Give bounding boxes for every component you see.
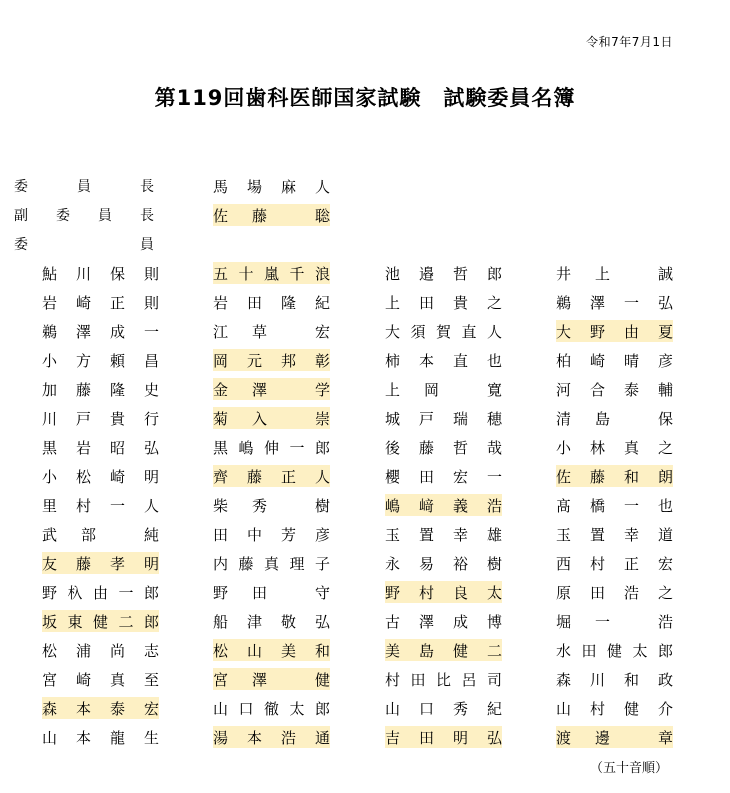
member-name: 村 田 比 呂 司 [385,670,502,689]
member-name: 黒 岩 昭 弘 [42,438,159,457]
member-name: 永 易 裕 樹 [385,554,502,573]
member-name: 宮 澤 健 [213,668,330,690]
member-name: 野 村 良 太 [385,581,502,603]
role-label: 委 員 長 [14,179,154,195]
member-name: 美 島 健 二 [385,639,502,661]
role-row [14,233,154,255]
member-name: 五 十 嵐 千 浪 [213,262,330,284]
member-name: 堀 一 浩 [556,612,673,631]
member-name: 黒 嶋 伸 一 郎 [213,438,330,457]
member-name: 山 口 秀 紀 [385,699,502,718]
member-name: 松 浦 尚 志 [42,641,159,660]
member-name: 水 田 健 太 郎 [556,641,673,660]
role-label: 委 員 [14,237,154,253]
member-name: 渡 邊 章 [556,726,673,748]
member-name: 友 藤 孝 明 [42,552,159,574]
member-name: 内 藤 真 理 子 [213,554,330,573]
member-name: 河 合 泰 輔 [556,380,673,399]
member-name: 湯 本 浩 通 [213,726,330,748]
member-name: 小 松 崎 明 [42,467,159,486]
role-person-name: 馬 場 麻 人 [213,177,330,196]
member-name: 鮎 川 保 則 [42,264,159,283]
page-title: 第119回歯科医師国家試験 試験委員名簿 [154,86,576,110]
member-name: 宮 崎 真 至 [42,670,159,689]
member-name: 武 部 純 [42,525,159,544]
order-note: （五十音順） [589,761,668,776]
member-name: 江 草 宏 [213,322,330,341]
member-name: 岩 田 隆 紀 [213,293,330,312]
member-name: 小 林 真 之 [556,438,673,457]
member-name: 髙 橋 一 也 [556,496,673,515]
role-row [14,175,154,197]
member-name: 松 山 美 和 [213,639,330,661]
member-name: 船 津 敬 弘 [213,612,330,631]
member-name: 金 澤 学 [213,378,330,400]
member-name: 清 島 保 [556,409,673,428]
date-line: 令和7年7月1日 [586,35,673,49]
member-name: 菊 入 崇 [213,407,330,429]
member-name: 大 野 由 夏 [556,320,673,342]
member-name: 城 戸 瑞 穂 [385,409,502,428]
role-row [14,204,154,226]
member-name: 山 村 健 介 [556,699,673,718]
member-name: 山 口 徹 太 郎 [213,699,330,718]
member-name: 柴 秀 樹 [213,496,330,515]
member-name: 原 田 浩 之 [556,583,673,602]
member-name: 齊 藤 正 人 [213,465,330,487]
member-name: 後 藤 哲 哉 [385,438,502,457]
member-name: 野 田 守 [213,583,330,602]
member-name: 柿 本 直 也 [385,351,502,370]
role-person-name: 佐 藤 聡 [213,204,330,226]
member-name: 嶋 﨑 義 浩 [385,494,502,516]
member-name: 古 澤 成 博 [385,612,502,631]
member-name: 吉 田 明 弘 [385,726,502,748]
member-name: 大 須 賀 直 人 [385,322,502,341]
member-name: 小 方 頼 昌 [42,351,159,370]
member-name: 柏 崎 晴 彦 [556,351,673,370]
member-name: 井 上 誠 [556,264,673,283]
member-name: 山 本 龍 生 [42,728,159,747]
member-name: 上 田 貴 之 [385,293,502,312]
member-name: 川 戸 貴 行 [42,409,159,428]
member-name: 玉 置 幸 雄 [385,525,502,544]
member-name: 森 川 和 政 [556,670,673,689]
member-name: 田 中 芳 彦 [213,525,330,544]
member-name: 佐 藤 和 朗 [556,465,673,487]
member-name: 里 村 一 人 [42,496,159,515]
role-label: 副 委 員 長 [14,208,154,224]
member-name: 岡 元 邦 彰 [213,349,330,371]
member-name: 野 杁 由 一 郎 [42,583,159,602]
member-name: 加 藤 隆 史 [42,380,159,399]
member-name: 坂 東 健 二 郎 [42,610,159,632]
member-name: 池 邉 哲 郎 [385,264,502,283]
member-name: 櫻 田 宏 一 [385,467,502,486]
member-name: 西 村 正 宏 [556,554,673,573]
member-name: 玉 置 幸 道 [556,525,673,544]
member-name: 森 本 泰 宏 [42,697,159,719]
member-name: 岩 崎 正 則 [42,293,159,312]
member-name: 鵜 澤 一 弘 [556,293,673,312]
member-name: 上 岡 寛 [385,380,502,399]
member-name: 鵜 澤 成 一 [42,322,159,341]
